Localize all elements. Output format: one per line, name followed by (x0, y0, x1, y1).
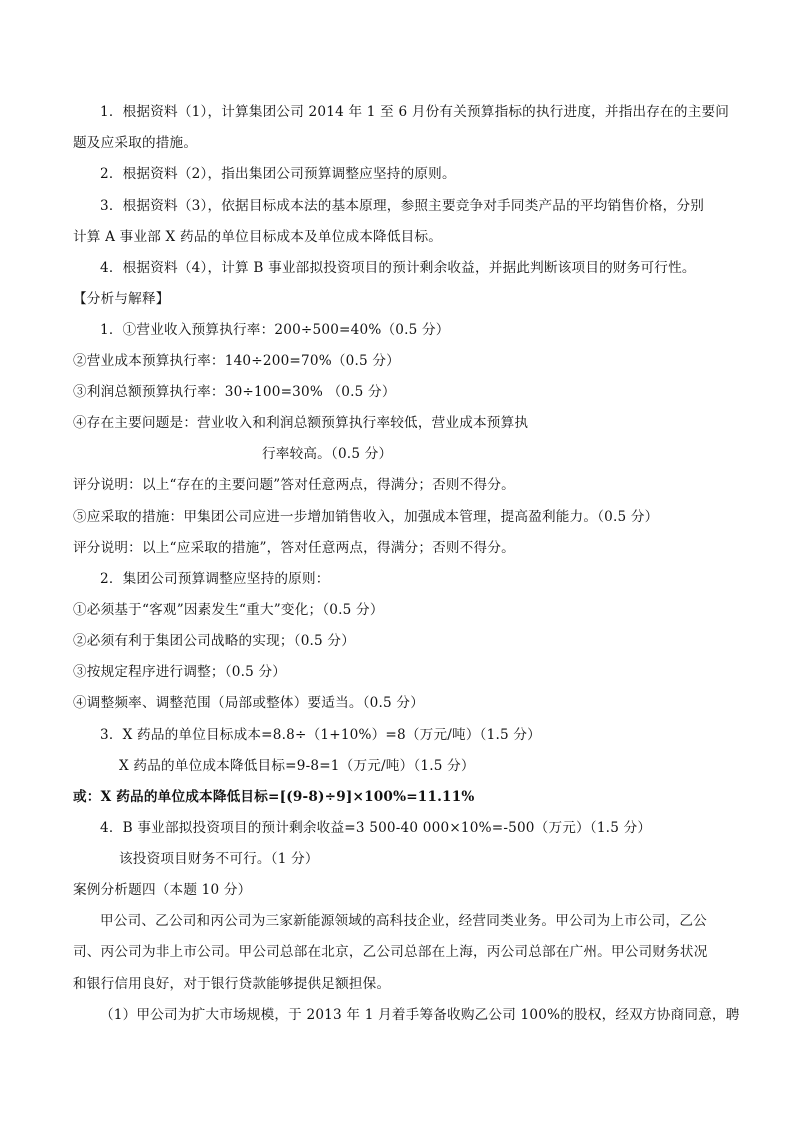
case-four-para-line-3: 和银行信用良好，对于银行贷款能够提供足额担保。 (73, 976, 391, 992)
case-four-item-1-line-1: （1）甲公司为扩大市场规模，于 2013 年 1 月着手筹备收购乙公司 100%的股权，经双方协商同意，聘 (100, 1007, 740, 1023)
answer-3-alternative: 或：X 药品的单位成本降低目标=[(9-8)÷9]×100%=11.11% (73, 789, 475, 805)
question-3-line-1: 3．根据资料（3），依据目标成本法的基本原理，参照主要竞争对手同类产品的平均销售价格，分别 (100, 198, 705, 214)
answer-2-item-4: ④调整频率、调整范围（局部或整体）要适当。（0.5 分） (73, 695, 424, 711)
answer-4-line-2: 该投资项目财务不可行。（1 分） (119, 851, 319, 867)
question-1-line-1: 1．根据资料（1），计算集团公司 2014 年 1 至 6 月份有关预算指标的执行进度，并指出存在的主要问 (100, 104, 730, 120)
case-four-heading: 案例分析题四（本题 10 分） (73, 882, 252, 898)
question-4: 4．根据资料（4），计算 B 事业部拟投资项目的预计剩余收益，并据此判断该项目的财务可行性。 (100, 260, 696, 276)
answer-2-item-2: ②必须有利于集团公司战略的实现；（0.5 分） (73, 633, 356, 649)
scoring-note-1: 评分说明：以上“存在的主要问题”答对任意两点，得满分；否则不得分。 (73, 477, 515, 493)
case-four-para-line-2: 司、丙公司为非上市公司。甲公司总部在北京，乙公司总部在上海，丙公司总部在广州。甲公司财务状况 (73, 944, 708, 960)
answer-2-heading: 2．集团公司预算调整应坚持的原则： (100, 571, 330, 587)
answer-1-item-4-line-1: ④存在主要问题是：营业收入和利润总额预算执行率较低，营业成本预算执 (73, 415, 529, 431)
answer-2-item-3: ③按规定程序进行调整；（0.5 分） (73, 664, 287, 680)
answer-3-line-2: X 药品的单位成本降低目标=9-8=1（万元/吨）（1.5 分） (119, 758, 475, 774)
answer-4-line-1: 4．B 事业部拟投资项目的预计剩余收益=3 500-40 000×10%=-500（万元）（1.5 分） (100, 820, 652, 836)
answer-1-item-4-line-2: 行率较高。（0.5 分） (262, 446, 393, 462)
question-1-line-2: 题及应采取的措施。 (73, 135, 198, 151)
answer-1-item-2: ②营业成本预算执行率：140÷200=70%（0.5 分） (73, 353, 400, 369)
answer-3-line-1: 3．X 药品的单位目标成本=8.8÷（1+10%）=8（万元/吨）（1.5 分） (100, 727, 541, 743)
question-3-line-2: 计算 A 事业部 X 药品的单位目标成本及单位成本降低目标。 (73, 229, 443, 245)
question-2: 2．根据资料（2），指出集团公司预算调整应坚持的原则。 (100, 166, 456, 182)
answer-2-item-1: ①必须基于“客观”因素发生“重大”变化；（0.5 分） (73, 602, 384, 618)
answer-1-item-3: ③利润总额预算执行率：30÷100=30% （0.5 分） (73, 384, 396, 400)
case-four-para-line-1: 甲公司、乙公司和丙公司为三家新能源领域的高科技企业，经营同类业务。甲公司为上市公司，乙公 (100, 913, 707, 929)
answer-1-item-1: 1．①营业收入预算执行率：200÷500=40%（0.5 分） (100, 322, 450, 338)
section-heading-analysis: 【分析与解释】 (73, 291, 170, 307)
scoring-note-2: 评分说明：以上“应采取的措施”，答对任意两点，得满分；否则不得分。 (73, 540, 515, 556)
answer-1-item-5: ⑤应采取的措施：甲集团公司应进一步增加销售收入，加强成本管理，提高盈利能力。（0.5 分） (73, 509, 659, 525)
